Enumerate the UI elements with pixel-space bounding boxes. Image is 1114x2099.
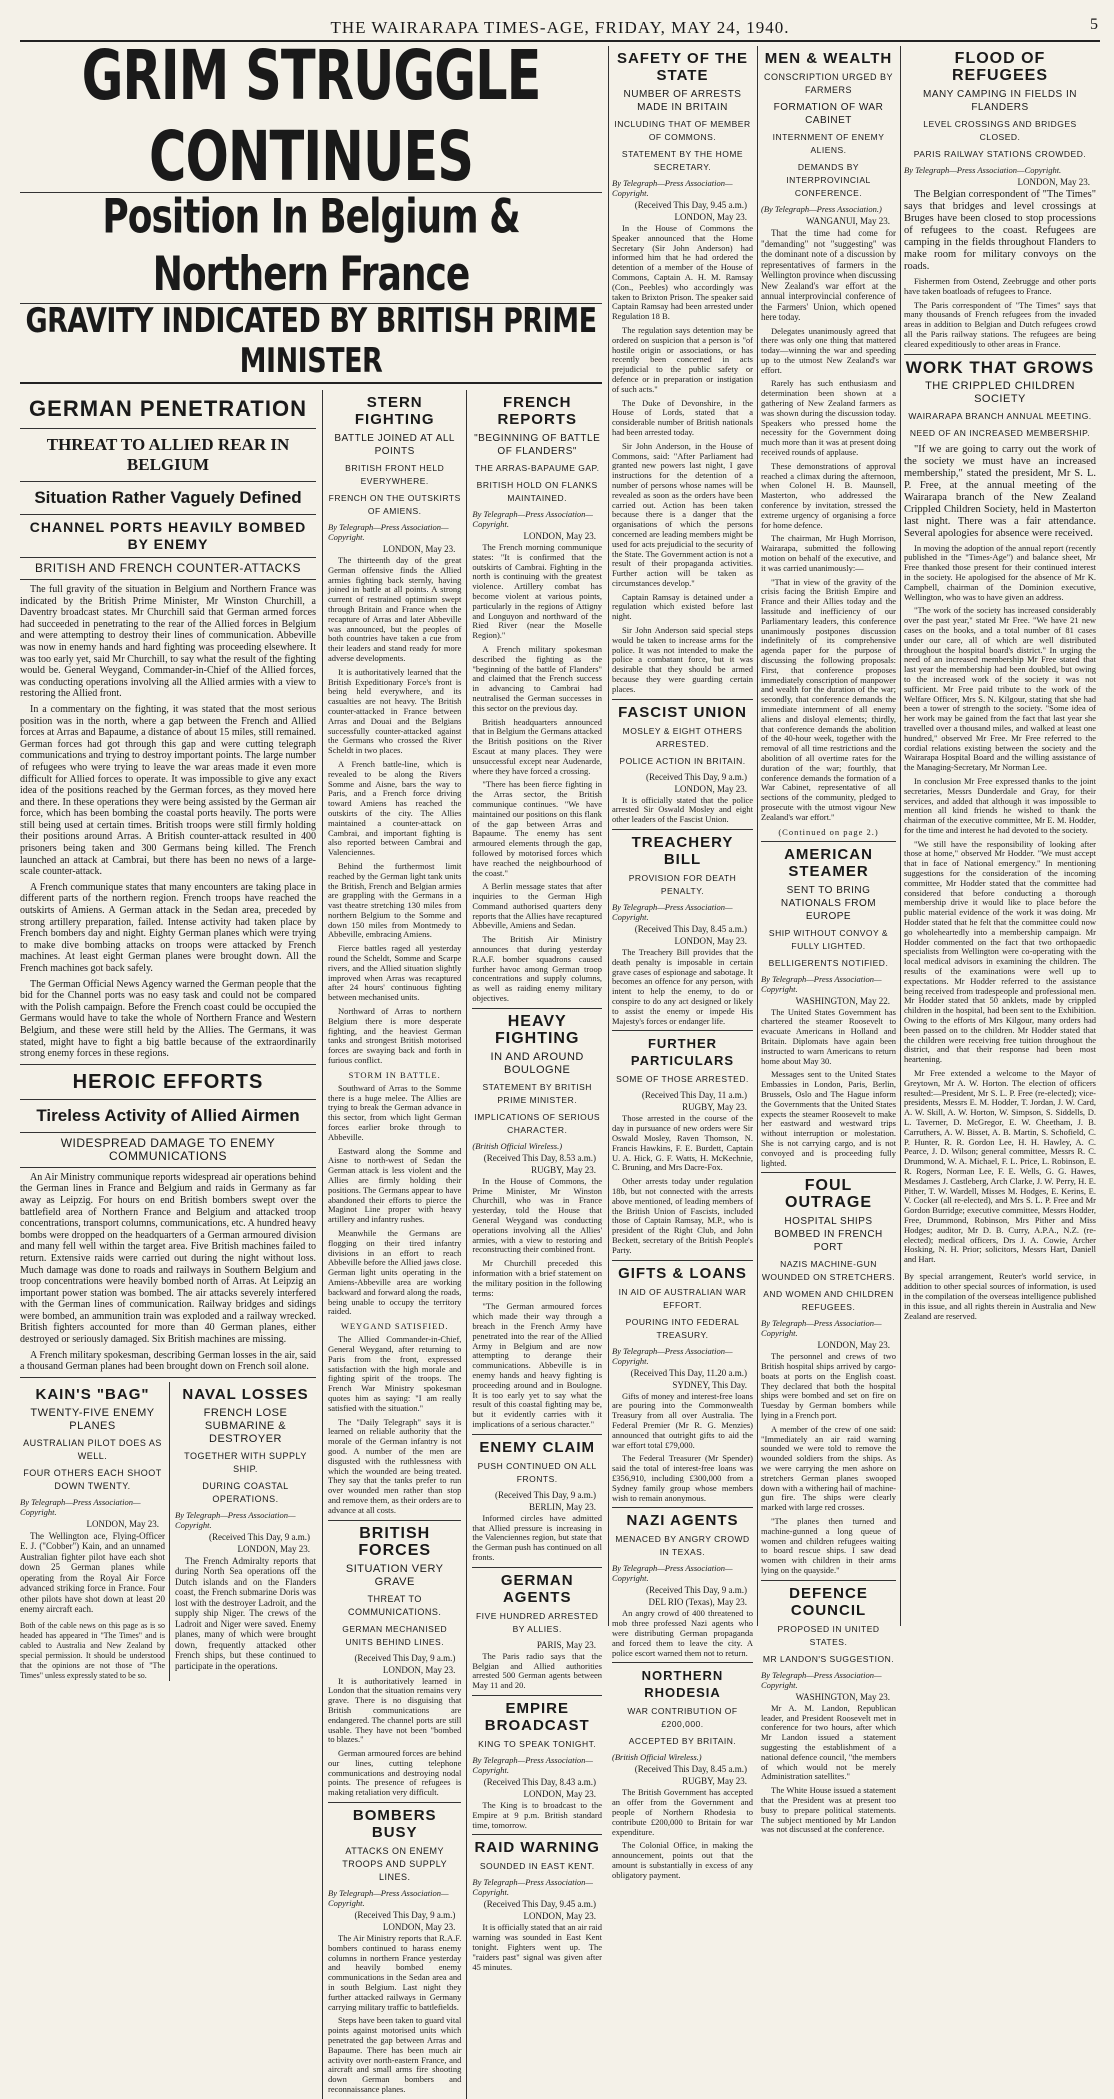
section-subhead: THE ARRAS-BAPAUME GAP. [474, 463, 600, 473]
byline: By Telegraph—Press Association—Copyright. [328, 1888, 449, 1909]
article-paragraph: Delegates unanimously agreed that there was only one thing that mattered today—winning the war and speeding up to the utmost New Zealand's war effort. [761, 325, 896, 375]
section-subhead: CHANNEL PORTS HEAVILY BOMBED BY ENEMY [29, 519, 307, 552]
section-subhead: THE CRIPPLED CHILDREN SOCIETY [925, 379, 1075, 405]
article-paragraph: A French military spokesman described the fighting as the "beginning of the battle of Flanders" and claimed that the French success in advancing to Cambrai had neutralised the German successes in this sector on the previous day. [472, 643, 602, 713]
article-paragraph: Mr Free extended a welcome to the Mayor of Greytown, Mr A. W. Horton. The election of officers resulted:—President, Mr S. L. P. Free (re-elected); vice-presidents, Messrs E. M. Hodder, T. Jordan, J. W. Card, A. W. Skill, A. W. Horton, W. Simpson, S. Siddells, D. L. Taverner, D. McGregor, E. W. Cheetham, J. B. Carruthers, A. W. Bisset, A. B. Martin, S. Schofield, C. P. Hunter, R. R. Gordon Lee, H. H. Hawley, A. C. Pearce, J. D. Wilson; general committee, Messrs R. C. Drummond, W. A. Michael, F. L. Price, L. Robinson, E. R. Rogers, Norman Lee, F. E. Wells, G. G. Hawes, Mesdames J. Castleberg, Arch Clarke, J. W. Perry, H. E. Pither, T. W. Wardell, Misses M. Hodges, E. Kerins, E. V. Cocker (all re-elected), and Mrs S. L. P. Free and Mr Gordon Burridge; executive committee, Messrs Hodder, Free, Drummond, Robinson, Mrs Pither and Miss Hodges; auditor, Mr D. B. Curry, A.P.A., N.Z. (re-elected); medical officers, Drs J. A. Cowie, Archer Hosking, N. H. Prior; solicitors, Messrs Hart, Daniell and Hart. [904, 1068, 1096, 1265]
article-paragraph: In conclusion Mr Free expressed thanks to the joint secretaries, Messrs Dunderdale and Gray, for their services, and added that although it was impossible to mention all kind friends he wished to thank the chairman of the executive committee, Mr E. M. Hodder, for the time and interest he had devoted to the society. [904, 775, 1096, 835]
article-paragraph: Eastward along the Somme and Aisne to north-west of Sedan the German attack is less violent and the Allies are firmly holding their positions. The Germans appear to have abandoned their efforts to pierce the Maginot Line proper with heavy artillery and infantry rushes. [328, 1145, 462, 1225]
article-paragraph: The Paris correspondent of "The Times" says that many thousands of French refugees from the invaded areas in addition to Belgian and Dutch refugees crowd all the Paris railway stations. The refugees are being cleared expeditiously to other areas in France. [904, 299, 1096, 349]
dateline: LONDON, May 23. [817, 1340, 890, 1351]
section-subhead: IN AND AROUND BOULOGNE [490, 1050, 584, 1076]
section-subhead: KING TO SPEAK TONIGHT. [478, 1738, 597, 1749]
article-paragraph: German armoured forces are behind our lines, cutting telephone communications and destroying nodal points. The presence of refugees is making retaliation very difficult. [328, 1748, 462, 1798]
section-heading: DEFENCE COUNCIL [789, 1584, 868, 1619]
article-paragraph: An Air Ministry communique reports widespread air operations behind the German lines in France and Belgium and raids in Germany as far away as Leipzig. For hours on end British bombers swept over the battlefield area of Northern France and Belgium and attacked troop concentrations, transport columns, communications, etc. A hundred heavy bombs were dropped on the headquarters of a German armoured division and many fell well within the target area. Five British machines failed to return. Extensive raids were carried out during the night without loss. Much damage was done to roads and railways in Southern Belgium and troop concentrations were heavily bombed north of Arras. At Leipzig an important power station was bombed. The air attacks severely interfered with the German lines of communication. Railway bridges and sidings were bombed, an ammunition train was exploded and a railway wrecked. British fighters accounted for more than 40 German planes, either destroyed or seriously damaged. Six British machines are missing. [20, 1171, 316, 1346]
received-line: (Received This Day, 9 a.m.) [209, 1531, 310, 1542]
column-rule [757, 46, 758, 1626]
section-subhead: SITUATION VERY GRAVE [345, 1562, 444, 1588]
section-heading: GERMAN AGENTS [500, 1571, 574, 1606]
section-subhead: HOSPITAL SHIPS BOMBED IN FRENCH PORT [774, 1216, 883, 1254]
section-heading: ENEMY CLAIM [479, 1438, 596, 1456]
article-paragraph: The King is to broadcast to the Empire at 9 p.m. British standard time, tomorrow. [472, 1799, 602, 1830]
article-paragraph: In the House of Commons the Speaker announced that the Home Secretary (Sir John Anderson) had informed him that he had ordered the detention of a member of the House of Commons, Captain A. H. M. Ramsay (Con., Peebles) who accordingly was taken to Brixton Prison. The speaker said Captain Ramsay had been arrested under Regulation 18 B. [612, 223, 753, 322]
article-paragraph: A member of the crew of one said: "Immediately an air raid warning sounded we were told to remove the wounded soldiers from the ships. As we were carrying the men ashore on stretchers German planes swooped down with a withering hail of machine-gun fire. The ships were clearly marked with large red crosses. [761, 1423, 896, 1513]
article-paragraph: A Berlin message states that after inquiries to the German High Command authorised quarters deny reports that the Allies have recaptured Abbeville, Amiens and Sedan. [472, 881, 602, 931]
received-line: (Received This Day, 9 a.m.) [495, 1489, 596, 1500]
masthead-title: THE WAIRARAPA TIMES-AGE, FRIDAY, MAY 24, 1940. [330, 18, 790, 37]
section-heading: FRENCH REPORTS [497, 394, 577, 428]
section-subhead: PROVISION FOR DEATH PENALTY. [628, 873, 737, 897]
article-paragraph: The British Government has accepted an offer from the Government and people of Northern Rhodesia to contribute £200,000 to Britain for war expenditure. [612, 1787, 753, 1837]
section-subhead: BRITISH AND FRENCH COUNTER-ATTACKS [35, 561, 301, 575]
section-subhead: BRITISH HOLD ON FLANKS MAINTAINED. [476, 480, 598, 503]
article-paragraph: The White House issued a statement that the President was at present too busy to prepare political statements. The subject mentioned by Mr Landon was not discussed at the conference. [761, 1785, 896, 1835]
article-paragraph: Steps have been taken to guard vital points against motorised units which penetrated the gap between Arras and Bapaume. There has been much air activity over north-eastern France, and aircraft and small arms fire shooting down German bombers and reconnaissance planes. [328, 2015, 462, 2095]
dateline: BERLIN, May 23. [529, 1501, 596, 1512]
article-paragraph: The French Admiralty reports that during North Sea operations off the Dutch islands and on the Flanders coast, the French submarine Doris was lost with the destroyer Ladroit, and the supply ship Niger. The crews of the Ladroit and Niger were saved. Enemy planes, many of which were brought down, frequently attacked other French ships, but these continued to participate in the operations. [175, 1555, 316, 1671]
section-subhead: STATEMENT BY THE HOME SECRETARY. [621, 149, 744, 172]
section-heading: NORTHERN RHODESIA [641, 1668, 724, 1701]
dateline: LONDON, May 23. [674, 783, 747, 794]
article-paragraph: The Treachery Bill provides that the death penalty is imposable in certain grave cases of espionage and sabotage. It becomes an offence for any person, with intent to help the enemy, to do or conspire to do any act designed or likely to assist the enemy or impede His Majesty's forces or endanger life. [612, 947, 753, 1026]
section-heading: TREACHERY BILL [631, 834, 734, 869]
article-paragraph: The Wellington ace, Flying-Officer E. J. ("Cobber") Kain, and an unnamed Australian fighter pilot have each shot down 25 German planes while operating from the Royal Air Force advanced striking force in France. Four other pilots have shot down at least 20 enemy aircraft each. [20, 1530, 165, 1615]
article-paragraph: A French military spokesman, describing German losses in the air, said a thousand German planes had been brought down on French soil alone. [20, 1349, 316, 1373]
article-paragraph: The Paris radio says that the Belgian and Allied authorities arrested 500 German agents between May 11 and 20. [472, 1650, 602, 1691]
received-line: (Received This Day, 8.43 a.m.) [483, 1776, 596, 1787]
section-subhead: DEMANDS BY INTERPROVINCIAL CONFERENCE. [786, 162, 871, 198]
section-subhead: "BEGINNING OF BATTLE OF FLANDERS" [474, 433, 601, 457]
section-subhead: NAZIS MACHINE-GUN WOUNDED ON STRETCHERS. [761, 1259, 896, 1283]
dateline: WASHINGTON, May 23. [795, 1691, 890, 1702]
section-subhead: Tireless Activity of Allied Airmen [36, 1105, 300, 1125]
column-4 [612, 46, 753, 1885]
section-subhead: PARIS RAILWAY STATIONS CROWDED. [913, 149, 1087, 159]
section-subhead: ATTACKS ON ENEMY TROOPS AND SUPPLY LINES. [342, 1846, 448, 1883]
article-paragraph: The United States Government has chartered the steamer Roosevelt to evacuate Americans in Holland and Britain. Diplomats have again been instructed to warn Americans to return home about May 30. [761, 1006, 896, 1066]
byline: By Telegraph—Press Association—Copyright. [472, 509, 593, 529]
section-subhead: THREAT TO ALLIED REAR IN BELGIUM [46, 435, 290, 474]
section-heading: HEAVY FIGHTING [494, 1012, 580, 1047]
section-heading: GERMAN PENETRATION [29, 396, 307, 421]
section-subhead: NEED OF AN INCREASED MEMBERSHIP. [909, 427, 1091, 438]
column-6 [904, 46, 1096, 1321]
article-paragraph: "That in view of the gravity of the crisis facing the British Empire and France and their Allies today and the lassitude and inefficiency of our Parliamentary leaders, this conference unanimously postpones discussion indefinitely of its comprehensive agenda paper for the purpose of discussing the following proposals: First, that conference proposes immediately conscription of manpower and wealth for the duration of the war; secondly, that conference demands the immediate internment of all enemy aliens and disloyal elements; thirdly, that conference demands the abolition of the 40-hour week, together with the removal of all time restrictions and the abolition of all overtime rates for the duration of the war; fourthly, that conference demands the formation of a War Cabinet, representative of all sections of the community, pledged to prosecute with the utmost vigour New Zealand's war effort." [761, 576, 896, 822]
section-subhead: NUMBER OF ARRESTS MADE IN BRITAIN [623, 89, 742, 113]
article-paragraph: It is officially stated that an air raid warning was sounded in East Kent tonight. Fighters went up. The "raiders past" signal was given after 45 minutes. [472, 1922, 602, 1972]
dateline: PARIS, May 23. [536, 1639, 596, 1650]
section-subhead: ACCEPTED BY BRITAIN. [628, 1736, 737, 1747]
article-paragraph: Mr A. M. Landon, Republican leader, and President Roosevelt met in conference for two hours, after which Mr Landon issued a statement suggesting the establishment of a national defence council, "the members of which would not be merely Administration satellites." [761, 1702, 896, 1782]
section-heading: FLOOD OF REFUGEES [951, 50, 1048, 84]
article-paragraph: In a commentary on the fighting, it was stated that the most serious position was in the north, where a gap between the French and Allied forces at Arras and Bapaume, a distance of about 15 miles, still remained. German forces had got through this gap and were cutting telegraph communications and trying to destroy important points. The large number of refugees who were trying to leave the war areas made it even more difficult for Allied forces to operate. It was impossible to give any exact idea of the positions reached by the German forces, as they moved here and there. In these operations they were being assisted by the German air force, which has been bombing the coastal ports heavily. The ports were still being used at certain times. British troops were still firmly holding their positions around Arras. A British counter-attack resulted in 400 prisoners being taken and 300 Germans being killed. The French launched an attack at Cambrai, but there has been no news of a large-scale counter-attack. [20, 703, 316, 878]
subheading: WEYGAND SATISFIED. [340, 1321, 449, 1332]
article-paragraph: Meanwhile the Germans are flogging on their tired infantry divisions in an effort to reach Abbeville before the Allied jaws close. German light units operating in the Amiens-Abbeville area are working backward and forward along the roads, being unable to occupy the territory raided. [328, 1228, 462, 1317]
byline: By Telegraph—Press Association—Copyright. [612, 1563, 733, 1584]
article-paragraph: The German Official News Agency warned the German people that the bid for the Channel ports was no easy task and could not be compared with the Polish campaign. Before the French coast could be occupied the Germans would have to take the whole of Northern France and Western Belgium, and these were still held by the Allies. The Germans, it was stated, might have to fight a big battle because of the extraordinarily strong enemy forces in these regions. [20, 978, 316, 1060]
column-2 [323, 390, 467, 2099]
dateline: RUGBY, May 23. [682, 1102, 747, 1113]
dateline: LONDON, May 23. [237, 1543, 310, 1554]
article-paragraph: In moving the adoption of the annual report (recently published in the "Times-Age") and balance sheet, Mr Free thanked those present for their continued interest in the society. He apologised for the absence of Mr K. Campbell, chairman of the Dominion executive, Wellington, who was to have given an address. [904, 542, 1096, 602]
section-subhead: AND WOMEN AND CHILDREN REFUGEES. [763, 1289, 894, 1313]
article-paragraph: It is officially stated that the police arrested Sir Oswald Mosley and eight other leaders of the Fascist Union. [612, 794, 753, 825]
article-paragraph: The French morning communique states: "It is confirmed that the outskirts of Cambrai. Fighting in the north is continuing with the greatest violence. Artillery combat has become violent at various points, particularly in the regions of Attigny and Longuyon and northward of the Ried River (near the Moselle Region)." [472, 542, 602, 641]
section-subhead: POLICE ACTION IN BRITAIN. [619, 755, 746, 766]
article-paragraph: Fierce battles raged all yesterday round the Scheldt, Somme and Scarpe rivers, and the Allied situation slightly improved when Arras was recaptured after 24 hours' continuous fighting between mechanised units. [328, 943, 462, 1003]
byline: By Telegraph—Press Association—Copyright. [20, 1496, 141, 1517]
lead-subhead: Position In Belgium & Northern France [102, 191, 520, 302]
article-paragraph: Fishermen from Ostend, Zeebrugge and other ports have taken boatloads of refugees to France. [904, 276, 1096, 296]
received-line: (Received This Day, 9 a.m.) [354, 1910, 456, 1921]
article-paragraph: "If we are going to carry out the work of the society we must have an increased membership," stated the president, Mr S. L. P. Free, at the annual meeting of the Wairarapa branch of the New Zealand Crippled Children Society, held in Masterton last night. There was a fair attendance. Several apologies for absence were received. [904, 443, 1096, 539]
section-subhead: SHIP WITHOUT CONVOY & FULLY LIGHTED. [768, 927, 889, 951]
lead-headline: GRIM STRUGGLE CONTINUES [81, 46, 541, 198]
byline: (British Official Wireless.) [612, 1752, 702, 1763]
received-line: (Received This Day, 9 a.m.) [354, 1652, 456, 1663]
lead-columns [20, 390, 602, 2099]
received-line: (Received This Day, 11.20 a.m.) [630, 1367, 747, 1378]
byline: By Telegraph—Press Association—Copyright. [904, 165, 1062, 175]
dateline: WASHINGTON, May 22. [795, 995, 890, 1006]
received-line: (Received This Day, 11 a.m.) [641, 1090, 747, 1101]
page-number: 5 [1090, 16, 1098, 33]
section-heading: FOUL OUTRAGE [785, 1177, 872, 1212]
byline: By Telegraph—Press Association—Copyright. [612, 902, 733, 923]
article-paragraph: "We still have the responsibility of looking after those at home," observed Mr Hodder. "We must accept that in face of National emergency." In mentioning suggestions for the consideration of the incoming committee, Mr Hodder stated that the committee had considered that before conducting a thorough membership drive it would like to place before the public material evidence of the work it was doing. Mr Hodder stated that he felt that the committee could now go wholeheartedly into a membership campaign. Mr Hodder commented on the fact that two orthopaedic specialists from Wellington were co-operating with the local medical advisors in examining the children. The results of the examinations were well up to expectations. Mr Hodder referred to the assistance being received from tradespeople and professional men. Mr Hodder stated that 50 anklets, made by crippled children in the hospital, had been sent to the Exhibition. Owing to the efforts of Mrs Kilgour, many orders had been passed on to the children. Mr Hodder stated that the children were receiving free tuition throughout the district, and that their response had been most heartening. [904, 838, 1096, 1065]
section-heading: NAVAL LOSSES [182, 1385, 309, 1403]
article-paragraph: In the House of Commons, the Prime Minister, Mr Winston Churchill, who was in France yesterday, told the House that General Weygand was conducting operations involving all the Allies' armies, with a view to restoring and reconstructing their combined front. [472, 1175, 602, 1255]
subheading: STORM IN BATTLE. [348, 1069, 441, 1080]
section-heading: RAID WARNING [474, 1839, 600, 1857]
article-paragraph: "The planes then turned and machine-gunned a long queue of women and children refugees waiting to board rescue ships. I saw dead women with children in their arms lying on the quayside." [761, 1516, 896, 1576]
section-heading: EMPIRE BROADCAST [484, 1699, 590, 1734]
article-paragraph: The "Daily Telegraph" says it is learned on reliable authority that the morale of the German infantry is not good. A number of the men are disgusted with the ruthlessness with which the wounded are being treated. They say that the tanks prefer to run over wounded men rather than stop and remove them, as their orders are to advance at all costs. [328, 1416, 462, 1515]
article-paragraph: "There has been fierce fighting in the Arras sector, the British communique continues. "We have maintained our positions on this flank of the gap between Arras and Bapaume. The enemy has sent armoured elements through the gap, followed by motorised forces which have reached the neighbourhood of the coast." [472, 779, 602, 878]
article-paragraph: It is authoritatively learned in London that the situation remains very grave. There is no disguising that British communications are endangered. The channel ports are still usable. They have not been "bombed to blazes." [328, 1675, 462, 1745]
column-rule [900, 46, 901, 1626]
article-paragraph: Those arrested in the course of the day in pursuance of new orders were Sir Oswald Mosley, Raven Thomson, N. Francis Hawkins, F. E. Burdett, Captain U. A. Hick, G. F. Watts, H. McKechnie, C. Bruning, and Mrs Dacre-Fox. [612, 1113, 753, 1173]
section-subhead: WAIRARAPA BRANCH ANNUAL MEETING. [908, 410, 1092, 421]
article-paragraph: The personnel and crews of two British hospital ships arrived by cargo-boats at ports on the English coast. They declared that both the hospital ships were bombed and set on fire on Tuesday by German bombers while lying in a French port. [761, 1351, 896, 1421]
lead-deck: GRAVITY INDICATED BY BRITISH PRIME MINISTER [25, 302, 597, 381]
byline: By Telegraph—Press Association—Copyright. [761, 973, 882, 994]
section-subhead: MR LANDON'S SUGGESTION. [762, 1653, 895, 1664]
section-heading: FASCIST UNION [618, 703, 747, 721]
section-heading: FURTHER PARTICULARS [630, 1036, 735, 1069]
dateline: RUGBY, May 23. [682, 1776, 747, 1787]
section-subhead: FOUR OTHERS EACH SHOOT DOWN TWENTY. [23, 1467, 162, 1491]
article-paragraph: Mr Churchill preceded this information with a brief statement on the military position in the following terms: [472, 1258, 602, 1298]
received-line: (Received This Day, 9 a.m.) [646, 1585, 747, 1596]
section-subhead: SOUNDED IN EAST KENT. [479, 1861, 595, 1872]
naval-losses-article [170, 1382, 316, 1681]
section-subhead: TWENTY-FIVE ENEMY PLANES [30, 1406, 155, 1432]
section-subhead: PROPOSED IN UNITED STATES. [777, 1623, 880, 1647]
section-subhead: LEVEL CROSSINGS AND BRIDGES CLOSED. [923, 119, 1077, 142]
article-paragraph: Informed circles have admitted that Allied pressure is increasing in the Valenciennes region, but state that the German push has continued on all fronts. [472, 1512, 602, 1562]
dateline: LONDON, May 23. [674, 212, 747, 222]
section-subhead: BATTLE JOINED AT ALL POINTS [334, 433, 455, 457]
section-subhead: FORMATION OF WAR CABINET [773, 102, 884, 126]
dateline: LONDON, May 23. [1017, 177, 1090, 187]
section-subhead: MANY CAMPING IN FIELDS IN FLANDERS [922, 89, 1077, 113]
byline: (British Official Wireless.) [472, 1140, 563, 1151]
article-paragraph: Messages sent to the United States Embassies in London, Paris, Berlin, Brussels, Oslo and The Hague inform the Governments that the United States expects the steamer Roosevelt to make her eastward and westward trips without interruption or molestation. She is not carrying cargo, and is not convoyed and is proceeding fully lighted. [761, 1069, 896, 1168]
article-paragraph: The Duke of Devonshire, in the House of Lords, stated that a considerable number of British nationals had been arrested today. [612, 397, 753, 437]
received-line: (Received This Day, 8.45 a.m.) [634, 1764, 747, 1775]
received-line: (Received This Day, 9.45 a.m.) [634, 200, 747, 210]
section-subhead: CONSCRIPTION URGED BY FARMERS [763, 72, 893, 95]
kains-bag-article [20, 1382, 170, 1681]
article-paragraph: The Federal Treasurer (Mr Spender) said the total of interest-free loans was £356,910, including £300,000 from a Sydney family group whose members wish to remain anonymous. [612, 1453, 753, 1503]
article-paragraph: The regulation says detention may be ordered on suspicion that a person is "of hostile origin or associations, or has recently been concerned in acts prejudicial to the public safety or defence or in preparation or instigation of such acts." [612, 324, 753, 394]
dateline: LONDON, May 23. [523, 1788, 596, 1799]
section-heading: NAZI AGENTS [626, 1512, 739, 1530]
section-heading: AMERICAN STEAMER [784, 845, 873, 880]
byline: By Telegraph—Press Association—Copyright. [612, 1345, 733, 1366]
section-subhead: STATEMENT BY BRITISH PRIME MINISTER. [482, 1081, 592, 1105]
article-paragraph: British headquarters announced that in Belgium the Germans attacked the British positions on the River Escaut at many places. They were unsuccessful except near Audenarde, where they have forced a crossing. [472, 716, 602, 776]
dateline: LONDON, May 23. [674, 936, 747, 947]
footnote: By special arrangement, Reuter's world service, in addition to other special sources of information, is used in the compilation of the overseas intelligence published in this issue, and all rights therein in Australia and New Zealand are reserved. [904, 1270, 1096, 1321]
masthead [20, 14, 1100, 42]
section-subhead: Situation Rather Vaguely Defined [34, 488, 302, 507]
received-line: (Received This Day, 8.53 a.m.) [483, 1152, 596, 1163]
section-heading: MEN & WEALTH [764, 50, 893, 67]
section-subhead: AUSTRALIAN PILOT DOES AS WELL. [23, 1437, 162, 1461]
received-line: (Received This Day, 9 a.m.) [646, 771, 747, 782]
dateline: LONDON, May 23. [382, 544, 456, 554]
section-subhead: FRENCH ON THE OUTSKIRTS OF AMIENS. [328, 493, 461, 516]
article-paragraph: A French battle-line, which is revealed to be along the Rivers Somme and Aisne, bars the way to Paris, and a French force driving toward Amiens has reached the outskirts of the city. The Allies maintained a counter-attack on Cambrai, and important fighting is also reported between Cambrai and Valenciennes. [328, 758, 462, 858]
article-paragraph: Northward of Arras to northern Belgium there is more desperate fighting, and the heaviest German tanks and strongest British motorised forces are swaying back and forth in furious conflict. [328, 1006, 462, 1066]
article-paragraph: The British Air Ministry announces that during yesterday R.A.F. bomber squadrons caused further havoc among German troop concentrations and supply columns, as well as raiding enemy military objectives. [472, 934, 602, 1004]
section-heading: BRITISH FORCES [358, 1524, 432, 1559]
continued-note: (Continued on page 2.) [778, 826, 879, 837]
section-subhead: PUSH CONTINUED ON ALL FRONTS. [477, 1460, 597, 1484]
column-rule [608, 46, 609, 1626]
byline: By Telegraph—Press Association—Copyright. [328, 522, 449, 542]
column-5 [761, 46, 896, 1839]
article-paragraph: The Air Ministry reports that R.A.F. bombers continued to harass enemy columns in northern France yesterday and heavily bombed enemy communications in the Sedan area and in south Belgium. Last night they further attacked railways in Germany carrying military traffic to battlefields. [328, 1933, 462, 2012]
section-subhead: GERMAN MECHANISED UNITS BEHIND LINES. [342, 1623, 448, 1647]
section-subhead: WIDESPREAD DAMAGE TO ENEMY COMMUNICATIONS [60, 1135, 276, 1163]
byline: By Telegraph—Press Association—Copyright. [472, 1877, 593, 1898]
section-heading: STERN FIGHTING [354, 394, 435, 428]
article-paragraph: The chairman, Mr Hugh Morrison, Wairarapa, submitted the following motion on behalf of the executive, and it was carried unanimously:— [761, 533, 896, 573]
article-paragraph: That the time had come for "demanding" not "suggesting" was the dominant note of a discussion by representatives of farmers in the Wellington province when discussing New Zealand's war effort at the annual interprovincial conference of the Farmers' Union, which opened here today. [761, 228, 896, 322]
section-subhead: MOSLEY & EIGHT OTHERS ARRESTED. [622, 725, 743, 749]
section-subhead: IMPLICATIONS OF SERIOUS CHARACTER. [474, 1111, 601, 1135]
section-heading: KAIN'S "BAG" [35, 1385, 150, 1403]
article-paragraph: The thirteenth day of the great German offensive finds the Allied armies fighting back sternly, having joined in battle at all points. A strong current of restrained optimism swept through Britain and France when the recapture of Arras and later Abbeville was announced, but the peoples of both countries have taken a cue from their leaders and stand ready for more adverse developments. [328, 555, 462, 663]
byline: By Telegraph—Press Association—Copyright. [175, 1509, 296, 1530]
byline: By Telegraph—Press Association—Copyright. [761, 1669, 882, 1690]
section-heading: SAFETY OF THE STATE [616, 50, 749, 84]
article-paragraph: Other arrests today under regulation 18b, but not connected with the arrests above mentioned, of leading members of the British Union of Fascists, included those of Captain Ramsay, M.P., who is president of the Right Club, and John Beckett, secretary of the British People's Party. [612, 1176, 753, 1255]
dateline: WANGANUI, May 23. [806, 216, 890, 226]
article-paragraph: Sir John Anderson, in the House of Commons, said: "After Parliament had granted new powers last night, I gave instructions for the detention of a number of persons whose names will be revealed as soon as the orders have been carried out. Action has been taken because there is a danger that the organisations of which the persons concerned are leading members might be used for acts prejudicial to the security of the State. The Government action is not a result of their propaganda activities. Further action will be taken as circumstances develop." [612, 440, 753, 588]
column-3 [467, 390, 602, 2099]
section-subhead: THREAT TO COMMUNICATIONS. [348, 1593, 442, 1617]
dateline: LONDON, May 23. [86, 1518, 159, 1529]
article-paragraph: The Belgian correspondent of "The Times" says that bridges and level crossings at Bruges have been closed to stop processions of refugees to the coast. Refugees are camping in the fields throughout Flanders to make room for military convoys on the roads. [904, 189, 1096, 272]
section-subhead: BRITISH FRONT HELD EVERYWHERE. [345, 463, 445, 486]
dateline: LONDON, May 23. [523, 1911, 596, 1922]
section-subhead: TOGETHER WITH SUPPLY SHIP. [184, 1450, 307, 1474]
byline: By Telegraph—Press Association—Copyright. [472, 1754, 593, 1775]
section-subhead: FRENCH LOSE SUBMARINE & DESTROYER [203, 1406, 288, 1445]
section-heading: WORK THAT GROWS [905, 357, 1095, 377]
article-paragraph: An angry crowd of 400 threatened to mob three professed Nazi agents who were distributing German propaganda and forced them to leave the city. A police escort warned them not to return. [612, 1608, 753, 1658]
article-paragraph: These demonstrations of approval reached a climax during the afternoon, when Colonel H. B. Maunsell, Masterton, who addressed the conference by invitation, stressed the extreme urgency of organising a force for home defence. [761, 460, 896, 530]
dateline: SYDNEY, This Day. [672, 1379, 747, 1390]
section-subhead: INTERNMENT OF ENEMY ALIENS. [772, 132, 885, 155]
dateline: DEL RIO (Texas), May 23. [648, 1597, 747, 1608]
section-heading: HEROIC EFFORTS [72, 1070, 264, 1093]
dateline: LONDON, May 23. [382, 1664, 456, 1675]
article-paragraph: The Allied Commander-in-Chief, General Weygand, after returning to Paris from the front, expressed satisfaction with the high morale and fighting spirit of the troops. The French War Ministry spokesman quotes him as saying: "I am really satisfied with the situation." [328, 1334, 462, 1413]
section-subhead: POURING INTO FEDERAL TREASURY. [625, 1316, 740, 1340]
section-subhead: WAR CONTRIBUTION OF £200,000. [627, 1706, 738, 1730]
article-paragraph: It is authoritatively learned that the British Expeditionary Force's front is being held everywhere, and its casualties are not heavy. The British counter-attacked in France between Arras and Douai and the Belgians successfully counter-attacked against the Germans who crossed the River Scheldt in two places. [328, 666, 462, 756]
article-paragraph: Sir John Anderson said special steps would be taken to increase arms for the police. It was not intended to make the police a combatant force, but it was desirable that they should be armed because they were guarding certain places. [612, 625, 753, 694]
byline: By Telegraph—Press Association—Copyright. [761, 1318, 882, 1339]
article-paragraph: Southward of Arras to the Somme there is a huge melee. The Allies are trying to break the German advance in this sector, from which light German forces earlier broke through to Abbeville. [328, 1082, 462, 1142]
section-subhead: SENT TO BRING NATIONALS FROM EUROPE [780, 884, 877, 922]
section-subhead: INCLUDING THAT OF MEMBER OF COMMONS. [614, 119, 751, 142]
section-subhead: MENACED BY ANGRY CROWD IN TEXAS. [615, 1534, 750, 1558]
section-subhead: DURING COASTAL OPERATIONS. [202, 1480, 289, 1504]
article-paragraph: "The German armoured forces which made their way through a breach in the French Army have penetrated into the rear of the Allied Army in Belgium and are now attempting to derange their communications. Abbeville is in enemy hands and heavy fighting is proceeding around and in Boulogne. It is too early yet to say what the result of this coastal fighting may be, but it evidently carries with it implications of a serious character." [472, 1301, 602, 1429]
lead-block [20, 46, 602, 2099]
section-subhead: BELLIGERENTS NOTIFIED. [768, 957, 889, 968]
dateline: RUGBY, May 23. [531, 1164, 596, 1175]
column-1 [20, 390, 323, 2099]
article-paragraph: The full gravity of the situation in Belgium and Northern France was indicated by the British Prime Minister, Mr Winston Churchill, a Daventry broadcast states. Mr Churchill said that German armed forces had succeeded in penetrating to the rear of the Allied forces in Belgium and were attempting to destroy their lines of communication. Abbeville was now in enemy hands and hard fighting was proceeding elsewhere. It was too early yet, said Mr Churchill, to say what the result of the fighting would be. General Weygand, Commander-in-Chief of the Allied forces, was conducting operations involving all the Allied armies with a view to restoring the Allied front. [20, 584, 316, 700]
section-heading: GIFTS & LOANS [618, 1264, 747, 1282]
footnote: Both of the cable news on this page as is so headed has appeared in "The Times" and is cabled to Australia and New Zealand by special permission. It should be understood that the opinions are not those of "The Times" unless expressly stated to be so. [20, 1620, 165, 1680]
byline: By Telegraph—Press Association—Copyright. [612, 178, 733, 198]
article-paragraph: Captain Ramsay is detained under a regulation which existed before last night. [612, 591, 753, 622]
sub-columns [20, 1382, 316, 1681]
section-subhead: FIVE HUNDRED ARRESTED BY ALLIES. [475, 1610, 599, 1634]
article-paragraph: A French communique states that many encounters are taking place in different parts of the northern region. French troops have reached the outskirts of Amiens. A German attack in the Sedan area, preceded by strong artillery preparation, failed. Intense activity had taken place by French bombers day and night. Eighty German planes which were trying to make dive bombing attacks on troops were attacked by French machines. At least eight German planes were brought down. All the French machines got back safely. [20, 881, 316, 974]
article-paragraph: "The work of the society has increased considerably over the past year," stated Mr Free. "We have 21 new cases on the books, and a total number of 81 cases under our care, all of which are well distributed throughout the hospital board's district." In urging the need of an increased membership Mr Free stated that last year the membership had been doubled, but owing to the increased work of the society it was not sufficient. Mr Free paid tribute to the work of the Welfare Officer, Mrs S. N. Kilgour, stating that she had been a tower of strength to the society. "Some idea of her work may be gained from the fact that last year she travelled over a thousand miles, and walked at least one hundred," observed Mr Free. Mr Free referred to the cordial relations existing between the society and the Wairarapa Hospital Board and the willing assistance of the Managing-Secretary, Mr Norman Lee. [904, 605, 1096, 773]
article-paragraph: Rarely has such enthusiasm and determination been shown at a gathering of New Zealand farmers as was shown during the discussion today. Speakers who pressed home the necessity for the Government doing much more than it was at present doing received rounds of applause. [761, 378, 896, 458]
dateline: LONDON, May 23. [523, 531, 596, 541]
dateline: LONDON, May 23. [382, 1922, 456, 1933]
byline: (By Telegraph—Press Association.) [761, 204, 882, 214]
section-heading: BOMBERS BUSY [352, 1807, 437, 1842]
article-paragraph: Behind the furthermost limit reached by the German light tank units the British, French and Belgian armies are grappling with the Germans in a vast theatre stretching 130 miles from northern Belgium to the Somme and down 150 miles from Montmedy to Abbeville, embracing Amiens. [328, 860, 462, 940]
section-subhead: SOME OF THOSE ARRESTED. [616, 1074, 749, 1085]
section-subhead: IN AID OF AUSTRALIAN WAR EFFORT. [618, 1286, 747, 1310]
article-paragraph: The Colonial Office, in making the announcement, points out that the amount is substantially in excess of any obligatory payment. [612, 1840, 753, 1880]
received-line: (Received This Day, 8.45 a.m.) [634, 924, 747, 935]
received-line: (Received This Day, 9.45 a.m.) [483, 1899, 596, 1910]
article-paragraph: Gifts of money and interest-free loans are pouring into the Commonwealth Treasury from all over Australia. The Federal Premier (Mr R. G. Menzies) announced that outright gifts to aid the war effort total £79,000. [612, 1390, 753, 1450]
